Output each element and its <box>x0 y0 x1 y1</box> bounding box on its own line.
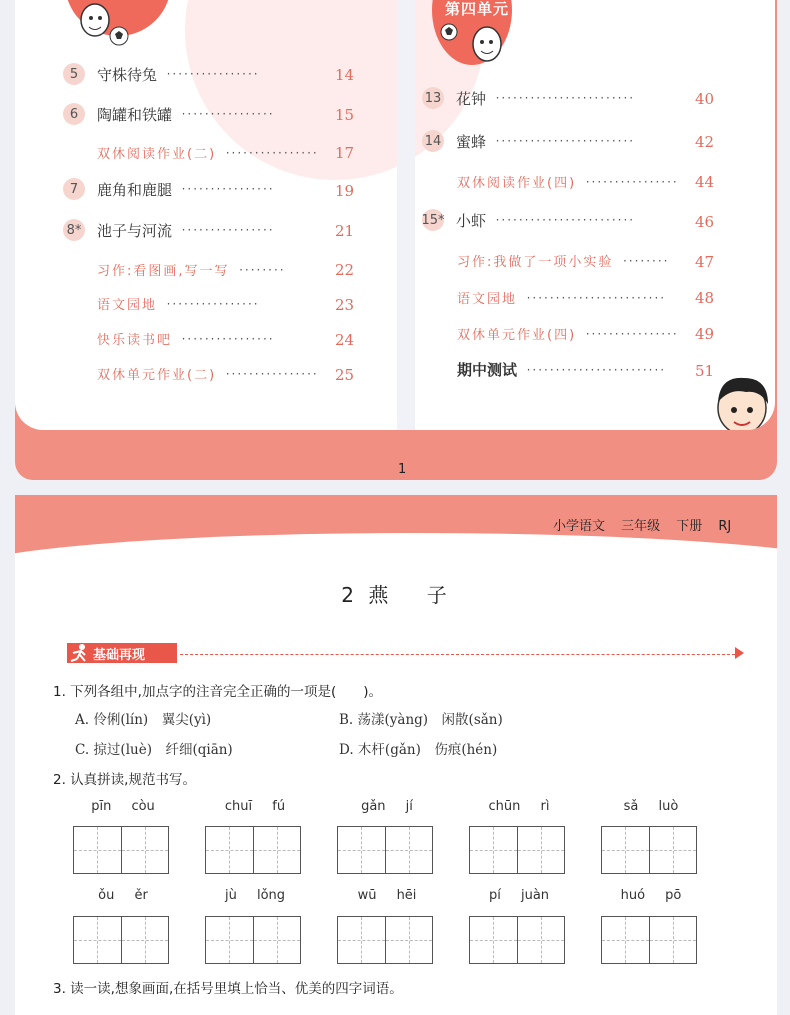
homework-title: 习作:看图画,写一写 <box>97 264 230 279</box>
toc-item[interactable]: 语文园地 ········ ········ <box>97 294 260 313</box>
page-ref: 17 <box>335 144 355 162</box>
pinyin-label: huó pō <box>620 888 682 903</box>
page-ref: 47 <box>695 253 715 271</box>
option-c[interactable]: C. 掠过(luè) 纤细(qiān) <box>75 742 233 758</box>
writing-grid[interactable] <box>73 826 169 874</box>
homework-title: 双休单元作业(四) <box>457 328 577 343</box>
writing-grid[interactable] <box>601 916 697 964</box>
toc-item[interactable]: 13 花钟 ········ ········ ········ <box>422 87 635 109</box>
page-ref: 23 <box>335 296 355 314</box>
page-ref: 19 <box>335 182 355 200</box>
leader-dots: ········ <box>166 67 214 81</box>
writing-grid[interactable] <box>469 826 565 874</box>
homework-title: 习作:我做了一项小实验 <box>457 255 614 270</box>
pinyin-label: wū hēi <box>357 888 417 903</box>
boy-mascot-icon <box>710 372 775 430</box>
toc-item[interactable]: 5 守株待兔 ········ ········ <box>63 63 260 85</box>
toc-item[interactable]: 15* 小虾 ········ ········ ········ <box>422 209 635 231</box>
pinyin-label: jù lǒng <box>224 888 286 903</box>
page-ref: 15 <box>335 106 355 124</box>
lesson-number: 15* <box>422 209 444 231</box>
section-label: 基础再现 <box>93 647 146 663</box>
section-tag <box>67 643 177 663</box>
homework-title: 语文园地 <box>457 292 518 307</box>
writing-grid[interactable] <box>469 916 565 964</box>
page-ref: 21 <box>335 222 355 240</box>
toc-item[interactable]: 双休阅读作业(四) ········ ········ <box>457 172 679 191</box>
pinyin-label: pí juàn <box>488 888 550 903</box>
lesson-number: 8* <box>63 219 85 241</box>
lesson-number: 6 <box>63 103 85 125</box>
writing-grid[interactable] <box>205 916 301 964</box>
option-d[interactable]: D. 木杆(gǎn) 伤痕(hén) <box>339 742 498 758</box>
toc-item[interactable]: 8* 池子与河流 ········ ········ <box>63 219 275 241</box>
pinyin-label: sǎ luò <box>623 799 679 814</box>
lesson-heading: 2 燕 子 <box>341 583 451 607</box>
runner-icon <box>67 643 93 663</box>
lesson-title: 小虾 <box>456 211 487 230</box>
homework-title: 快乐读书吧 <box>97 333 173 348</box>
midterm-title: 期中测试 <box>457 361 518 379</box>
worksheet-card <box>15 495 777 1015</box>
writing-grid[interactable] <box>337 826 433 874</box>
writing-grid[interactable] <box>601 826 697 874</box>
pinyin-label: chūn rì <box>488 799 550 814</box>
toc-item[interactable]: 语文园地 ········ ········ ········ <box>457 288 666 307</box>
page-ref: 22 <box>335 261 355 279</box>
lesson-title: 鹿角和鹿腿 <box>97 180 173 199</box>
toc-item[interactable]: 习作:看图画,写一写 ········ <box>97 260 286 279</box>
toc-item[interactable]: 双休阅读作业(二) ········ ········ <box>97 143 319 162</box>
lesson-title: 守株待兔 <box>97 65 158 84</box>
writing-grid[interactable] <box>205 826 301 874</box>
toc-page <box>15 0 775 430</box>
page-number: 1 <box>398 462 407 477</box>
homework-title: 双休阅读作业(二) <box>97 147 217 162</box>
page-ref: 46 <box>695 213 715 231</box>
section-divider <box>180 654 740 655</box>
toc-card <box>15 0 777 480</box>
arrow-right-icon <box>735 647 744 659</box>
page-ref: 24 <box>335 331 355 349</box>
unit-title: 第四单元 <box>445 0 510 18</box>
question-1: 1. 下列各组中,加点字的注音完全正确的一项是( )。 <box>53 684 382 700</box>
toc-item[interactable]: 期中测试 ········ ········ ········ <box>457 361 667 379</box>
toc-item[interactable]: 14 蜜蜂 ········ ········ ········ <box>422 130 635 152</box>
toc-item[interactable]: 快乐读书吧 ········ ········ <box>97 329 275 348</box>
page-ref: 51 <box>695 362 715 380</box>
pinyin-label: gǎn jí <box>361 799 413 814</box>
lesson-number: 7 <box>63 178 85 200</box>
option-b[interactable]: B. 荡漾(yàng) 闲散(sǎn) <box>339 712 503 728</box>
page-ref: 42 <box>695 133 715 151</box>
lesson-title: 蜜蜂 <box>456 132 487 151</box>
lesson-title: 花钟 <box>456 89 487 108</box>
lesson-title: 池子与河流 <box>97 221 173 240</box>
homework-title: 双休阅读作业(四) <box>457 176 577 191</box>
page-ref: 48 <box>695 289 715 307</box>
toc-item[interactable]: 7 鹿角和鹿腿 ········ ········ <box>63 178 275 200</box>
page-gutter <box>397 0 415 430</box>
dino-mascot-icon <box>435 14 515 66</box>
lesson-number: 5 <box>63 63 85 85</box>
lesson-number: 14 <box>422 130 444 152</box>
pinyin-label: chuī fú <box>224 799 286 814</box>
page-ref: 49 <box>695 325 715 343</box>
question-3: 3. 读一读,想象画面,在括号里填上恰当、优美的四字词语。 <box>53 981 403 997</box>
book-info: 小学语文 三年级 下册 RJ <box>553 519 732 534</box>
toc-item[interactable]: 双休单元作业(四) ········ ········ <box>457 324 679 343</box>
option-a[interactable]: A. 伶俐(lín) 翼尖(yì) <box>75 712 212 728</box>
page-ref: 25 <box>335 366 355 384</box>
toc-item[interactable]: 6 陶罐和铁罐 ········ ········ <box>63 103 275 125</box>
pinyin-label: pīn còu <box>91 799 155 814</box>
lesson-title: 陶罐和铁罐 <box>97 105 173 124</box>
dino-mascot-icon <box>73 0 143 48</box>
lesson-number: 13 <box>422 87 444 109</box>
writing-grid[interactable] <box>73 916 169 964</box>
page-ref: 44 <box>695 173 715 191</box>
homework-title: 语文园地 <box>97 298 158 313</box>
homework-title: 双休单元作业(二) <box>97 368 217 383</box>
page-ref: 40 <box>695 90 715 108</box>
toc-item[interactable]: 双休单元作业(二) ········ ········ <box>97 364 319 383</box>
toc-item[interactable]: 习作:我做了一项小实验 ········ <box>457 251 669 270</box>
page-ref: 14 <box>335 66 355 84</box>
question-2: 2. 认真拼读,规范书写。 <box>53 772 196 788</box>
writing-grid[interactable] <box>337 916 433 964</box>
pinyin-label: ǒu ěr <box>98 888 148 903</box>
